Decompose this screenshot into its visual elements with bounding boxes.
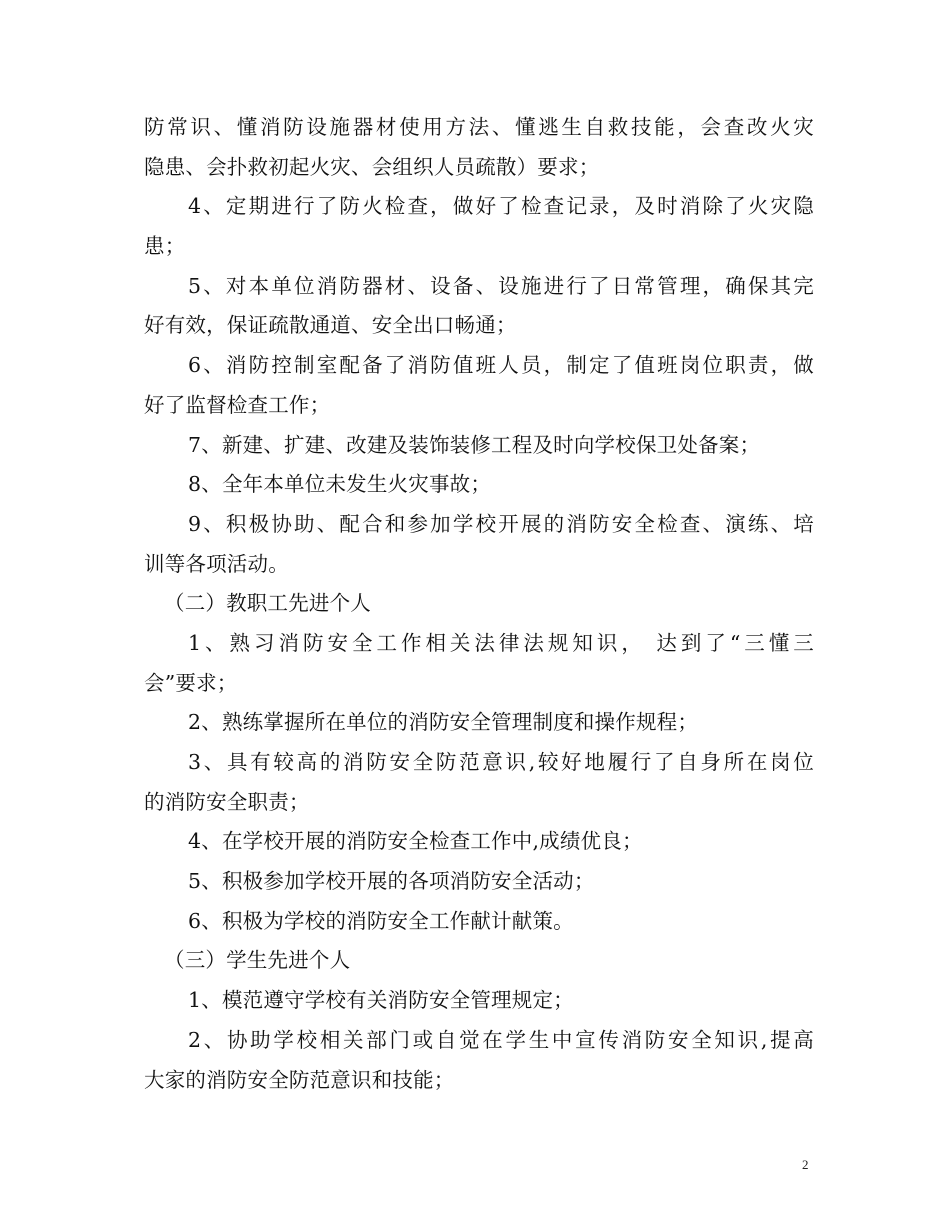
- text-line: 3、具有较高的消防安全防范意识,较好地履行了自身所在岗位: [188, 750, 814, 774]
- text-line: 隐患、会扑救初起火灾、会组织人员疏散）要求；: [144, 154, 600, 179]
- text-line: 训等各项活动。: [144, 551, 289, 576]
- text-line: 4、在学校开展的消防安全检查工作中,成绩优良；: [188, 829, 643, 854]
- text-line: 6、消防控制室配备了消防值班人员，制定了值班岗位职责，做: [188, 353, 814, 378]
- text-line: 4、定期进行了防火检查，做好了检查记录，及时消除了火灾隐: [188, 194, 814, 219]
- text-line: 会”要求；: [144, 670, 238, 695]
- text-line: 好有效，保证疏散通道、安全出口畅通；: [144, 313, 517, 338]
- text-line: 9、积极协助、配合和参加学校开展的消防安全检查、演练、培: [188, 511, 814, 536]
- text-line: 的消防安全职责；: [144, 789, 310, 814]
- text-line: 好了监督检查工作；: [144, 392, 331, 417]
- text-line: 5、对本单位消防器材、设备、设施进行了日常管理，确保其完: [188, 273, 814, 298]
- text-line: 6、积极为学校的消防安全工作献计献策。: [188, 908, 574, 933]
- document-body: [144, 108, 814, 1100]
- text-line: 大家的消防安全防范意识和技能；: [144, 1067, 455, 1092]
- page-number: 2: [802, 1157, 809, 1172]
- text-line: 患；: [144, 234, 186, 259]
- section-heading: （三）学生先进个人: [164, 948, 351, 973]
- text-line: 7、新建、扩建、改建及装饰装修工程及时向学校保卫处备案；: [188, 432, 761, 457]
- text-line: 1、模范遵守学校有关消防安全管理规定；: [188, 988, 574, 1013]
- text-line: 1、熟习消防安全工作相关法律法规知识， 达到了“三懂三: [188, 630, 814, 655]
- text-line: 5、积极参加学校开展的各项消防安全活动；: [188, 869, 595, 894]
- text-line: 防常识、懂消防设施器材使用方法、懂逃生自救技能，会查改火灾: [144, 115, 814, 139]
- text-line: 2、协助学校相关部门或自觉在学生中宣传消防安全知识,提高: [188, 1027, 814, 1052]
- text-line: 2、熟练掌握所在单位的消防安全管理制度和操作规程；: [188, 710, 699, 735]
- section-heading: （二）教职工先进个人: [164, 591, 371, 616]
- text-line: 8、全年本单位未发生火灾事故；: [188, 472, 492, 497]
